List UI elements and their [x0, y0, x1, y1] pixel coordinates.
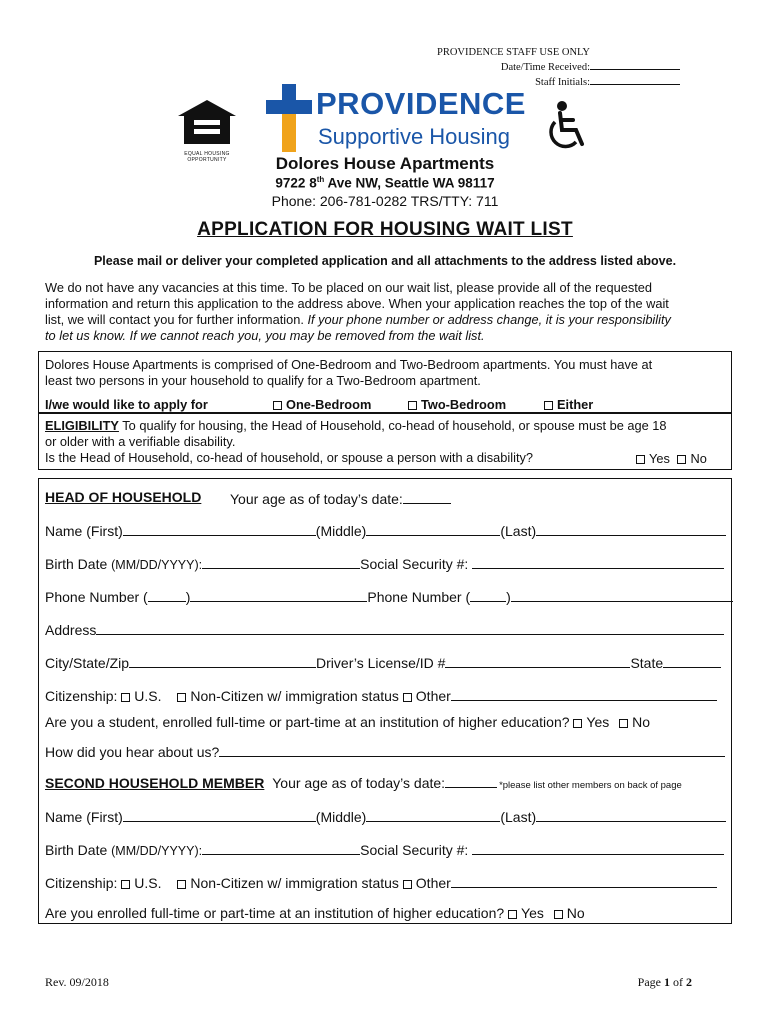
- checkbox-either[interactable]: [544, 401, 553, 410]
- second-age-field[interactable]: [445, 773, 497, 788]
- head-address-field[interactable]: [96, 620, 724, 635]
- head-phone2-area-field[interactable]: [470, 587, 506, 602]
- second-heading-row: SECOND HOUSEHOLD MEMBER Your age as of today’s date: *please list other members on back of page: [45, 775, 682, 791]
- head-heading-row: [45, 489, 201, 505]
- mail-instruction: Please mail or deliver your completed application and all attachments to the address listed above.: [93, 254, 677, 268]
- checkbox-head-other[interactable]: [403, 693, 412, 702]
- checkbox-second-noncitizen[interactable]: [177, 880, 186, 889]
- second-enrolled-row: Are you enrolled full-time or part-time at an institution of higher education? Yes No: [45, 905, 585, 921]
- head-birth-date-field[interactable]: [202, 554, 360, 569]
- checkbox-head-student-no[interactable]: [619, 719, 628, 728]
- head-citizenship-row: Citizenship: U.S. Non-Citizen w/ immigration status Other: [45, 686, 717, 704]
- second-name-row: Name (First) (Middle) (Last): [45, 807, 726, 825]
- option-two-bedroom[interactable]: Two-Bedroom: [408, 397, 506, 412]
- option-either[interactable]: Either: [544, 397, 593, 412]
- checkbox-second-enrolled-yes[interactable]: [508, 910, 517, 919]
- head-phone2-field[interactable]: [511, 587, 733, 602]
- head-hear-about-field[interactable]: [219, 742, 725, 757]
- wheelchair-icon: [540, 98, 592, 154]
- second-citizenship-row: Citizenship: U.S. Non-Citizen w/ immigration status Other: [45, 873, 717, 891]
- property-address: 9722 8th Ave NW, Seattle WA 98117: [275, 175, 495, 191]
- second-other-status-field[interactable]: [451, 873, 717, 888]
- property-name: Dolores House Apartments: [275, 154, 495, 173]
- second-member-heading: SECOND HOUSEHOLD MEMBER: [45, 775, 265, 791]
- head-name-row: Name (First) (Middle) (Last): [45, 521, 726, 539]
- head-phone1-field[interactable]: [190, 587, 367, 602]
- head-of-household-heading: HEAD OF HOUSEHOLD: [45, 489, 202, 505]
- apply-label: I/we would like to apply for: [45, 397, 208, 412]
- second-last-name-field[interactable]: [536, 807, 726, 822]
- date-received-label: Date/Time Received:: [500, 62, 590, 73]
- date-received-field[interactable]: [590, 59, 680, 70]
- eligibility-text: ELIGIBILITY To qualify for housing, the Head of Household, co-head of household, or spouse must be age 18 or older with a verifiable disability. Is the Head of Household, co-head of household, or spouse a person with a disability?: [45, 418, 667, 465]
- head-first-name-field[interactable]: [123, 521, 316, 536]
- checkbox-disability-yes[interactable]: [636, 455, 645, 464]
- other-members-note: *please list other members on back of page: [499, 780, 682, 791]
- second-birth-date-field[interactable]: [202, 840, 360, 855]
- equal-housing-text: EQUAL HOUSING OPPORTUNITY: [184, 151, 230, 163]
- head-city-row: City/State/Zip Driver’s License/ID # State: [45, 653, 721, 671]
- intro-paragraph: We do not have any vacancies at this time. To be placed on our wait list, please provide all of the requested information and return this application to the address above. When your application reaches the top of the wait list, we will contact you for further information. If your phone number or address change, it is your responsibility to let us know. If we cannot reach you, you may be removed from the wait list.: [45, 280, 671, 343]
- head-address-row: Address: [45, 620, 724, 638]
- staff-initials-field[interactable]: [590, 74, 680, 85]
- apartments-text: Dolores House Apartments is comprised of One-Bedroom and Two-Bedroom apartments. You must have at least two persons in your household to qualify for a Two-Bedroom apartment.: [45, 357, 653, 388]
- providence-logo: [266, 84, 526, 152]
- checkbox-second-enrolled-no[interactable]: [554, 910, 563, 919]
- head-last-name-field[interactable]: [536, 521, 726, 536]
- eligibility-heading: ELIGIBILITY: [45, 418, 119, 433]
- checkbox-one-bedroom[interactable]: [273, 401, 282, 410]
- checkbox-second-us[interactable]: [121, 880, 130, 889]
- property-phone: Phone: 206-781-0282 TRS/TTY: 711: [271, 193, 499, 209]
- staff-use-box: [380, 46, 680, 89]
- staff-initials-label: Staff Initials:: [535, 77, 590, 88]
- head-state-field[interactable]: [663, 653, 721, 668]
- providence-tagline: Supportive Housing: [318, 124, 511, 149]
- second-middle-name-field[interactable]: [366, 807, 500, 822]
- head-student-row: Are you a student, enrolled full-time or part-time at an institution of higher education? Yes No: [45, 714, 651, 730]
- head-age-row: Your age as of today’s date:: [230, 489, 451, 507]
- checkbox-head-noncitizen[interactable]: [177, 693, 186, 702]
- head-age-field[interactable]: [403, 489, 451, 504]
- staff-use-heading: PROVIDENCE STAFF USE ONLY: [437, 47, 590, 58]
- head-license-field[interactable]: [445, 653, 630, 668]
- checkbox-disability-no[interactable]: [677, 455, 686, 464]
- head-birth-row: Birth Date (MM/DD/YYYY): Social Security #:: [45, 554, 724, 572]
- head-phone1-area-field[interactable]: [148, 587, 186, 602]
- providence-name: PROVIDENCE: [316, 86, 526, 121]
- head-hear-row: How did you hear about us?: [45, 742, 725, 760]
- head-city-state-zip-field[interactable]: [129, 653, 316, 668]
- head-middle-name-field[interactable]: [366, 521, 500, 536]
- checkbox-head-us[interactable]: [121, 693, 130, 702]
- page-title: APPLICATION FOR HOUSING WAIT LIST: [197, 219, 573, 240]
- equal-housing-icon: [176, 98, 238, 146]
- equal-housing-logo: [176, 98, 238, 163]
- head-other-status-field[interactable]: [451, 686, 717, 701]
- apply-row: [45, 397, 208, 412]
- disability-options: Yes No: [636, 451, 707, 466]
- second-birth-row: Birth Date (MM/DD/YYYY): Social Security #:: [45, 840, 724, 858]
- second-first-name-field[interactable]: [123, 807, 316, 822]
- checkbox-two-bedroom[interactable]: [408, 401, 417, 410]
- providence-cross-icon: [266, 84, 312, 152]
- checkbox-head-student-yes[interactable]: [573, 719, 582, 728]
- second-ssn-field[interactable]: [472, 840, 724, 855]
- accessibility-logo: [540, 98, 592, 154]
- option-one-bedroom[interactable]: One-Bedroom: [273, 397, 371, 412]
- revision-label: Rev. 09/2018: [45, 975, 109, 989]
- checkbox-second-other[interactable]: [403, 880, 412, 889]
- page-number: Page 1 of 2: [637, 975, 692, 989]
- head-phone-row: Phone Number ( ) Phone Number ( ): [45, 587, 733, 605]
- disability-question: Is the Head of Household, co-head of household, or spouse a person with a disability?: [45, 450, 534, 465]
- head-ssn-field[interactable]: [472, 554, 724, 569]
